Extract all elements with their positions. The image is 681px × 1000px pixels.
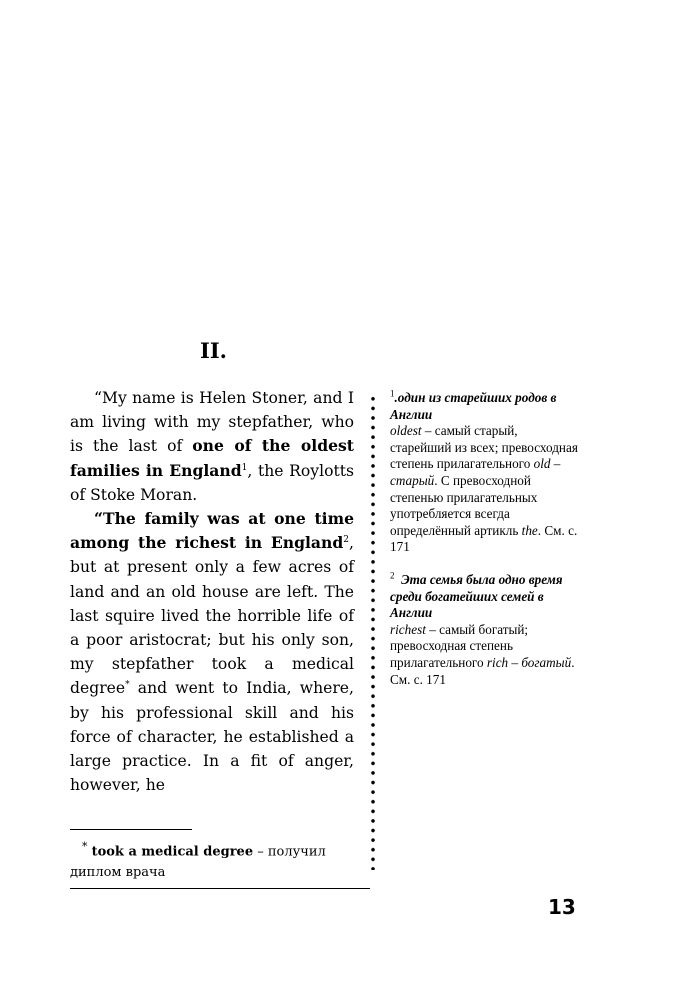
footnote-translation: – получил диплом врача [70,844,326,881]
dotted-column-divider [370,394,376,870]
footnote-term: took a medical degree [91,844,254,860]
footnote: * took a medical degree – получил диплом врача [70,840,326,881]
page-number: 13 [548,895,576,919]
footnote-separator [70,829,192,830]
note-ref-1: 1 [241,462,248,473]
highlight-phrase-2: “The family was at one time among the richest in England [70,509,354,553]
bottom-rule [70,888,370,889]
side-notes-column [390,390,580,704]
chapter-heading: II. [200,338,227,363]
footnote-marker: * [125,680,130,691]
highlight-phrase-1: one of the oldest families in England [70,436,354,480]
side-note-ref: Эта семья была одно время среди богатейших семей в Англии [390,571,563,621]
main-text-column [70,386,354,797]
side-note-1: $^1$.один из старейших родов в Англии oldest – самый старый, старейший из всех; превосходная степень прилагательного old – старый. С превосходной степенью прилагательных употребляется всегда определённый артикль the. См. с. 171 [390,388,578,555]
side-note-2: $^2$ Эта семья была одно время среди богатейших семей в Англии richest – самый богатый; превосходная степень прилагательного rich – богатый. См. с. 171 [390,570,575,687]
paragraph-1: “My name is Helen Stoner, and I am living with my stepfather, who is the last of one of the oldest families in England$^1$, the Roylotts of Stoke Moran. [70,389,354,504]
paragraph-2: “The family was at one time among the richest in England$^2$, but at present only a few acres of land and an old house are left. The last squire lived the horrible life of a poor aristocrat; but his only son, my stepfather took a medical degree* and went to India, where, by his professional skill and his force of character, he established a large practice. In a fit of anger, however, he [70,509,354,795]
side-note-ref: .один из старейших родов в Англии [390,390,557,422]
note-ref-2: 2 [343,535,350,546]
